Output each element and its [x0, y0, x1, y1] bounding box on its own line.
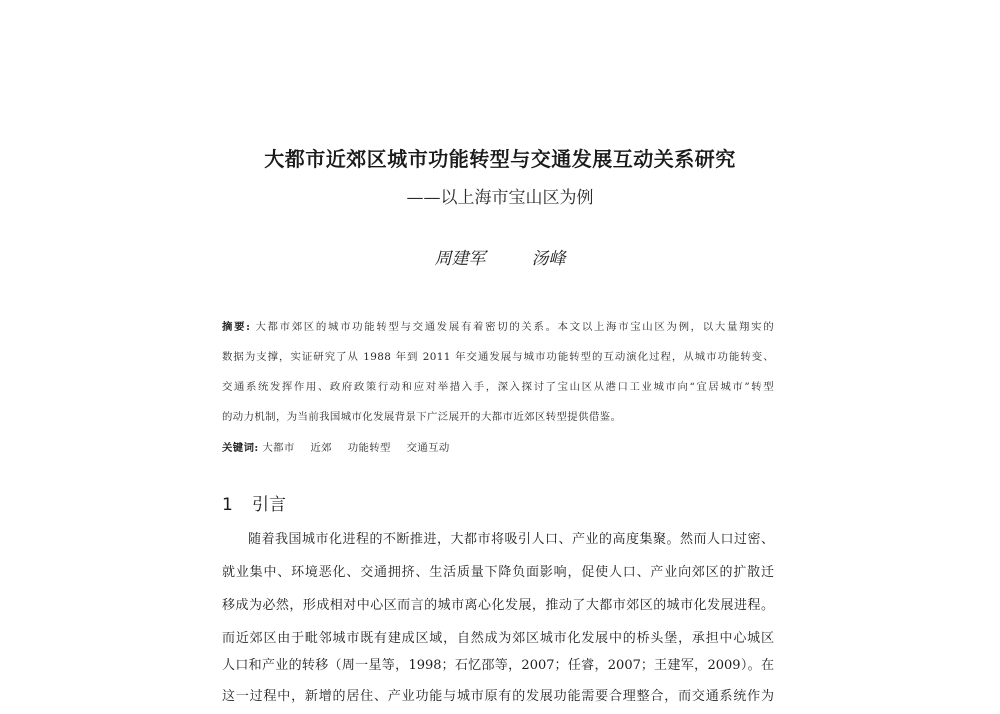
abstract-line: 的动力机制，为当前我国城市化发展背景下广泛展开的大都市近郊区转型提供借鉴。 [222, 411, 622, 423]
keyword: 近郊 [310, 442, 332, 454]
body-text-line: 而近郊区由于毗邻城市既有建成区域，自然成为郊区城市化发展中的桥头堡，承担中心城区 [222, 631, 774, 646]
abstract-line [222, 318, 774, 333]
author-name: 周建军 [434, 249, 486, 269]
section-number: 1 [222, 495, 233, 515]
paper-title: 大都市近郊区城市功能转型与交通发展互动关系研究 [264, 147, 736, 171]
author-name: 汤峰 [531, 249, 566, 269]
section-heading [222, 490, 286, 515]
abstract-text: 大都市郊区的城市功能转型与交通发展有着密切的关系。本文以上海市宝山区为例，以大量翔实的 [255, 321, 775, 333]
keywords-line [222, 439, 462, 454]
body-text-line: 随着我国城市化进程的不断推进，大都市将吸引人口、产业的高度集聚。然而人口过密、 [248, 532, 774, 547]
body-text-line: 这一过程中，新增的居住、产业功能与城市原有的发展功能需要合理整合，而交通系统作为 [222, 689, 774, 704]
body-text-line: 人口和产业的转移（周一星等，1998；石忆邵等，2007；任睿，2007；王建军，2009）。在 [222, 658, 774, 673]
author-list [0, 244, 1000, 269]
section-title: 引言 [252, 495, 286, 515]
paper-subtitle: ——以上海市宝山区为例 [406, 188, 594, 208]
body-text-line: 移成为必然，形成相对中心区而言的城市离心化发展，推动了大都市郊区的城市化发展进程。 [222, 598, 774, 613]
keyword: 交通互动 [406, 442, 450, 454]
body-text-line: 就业集中、环境恶化、交通拥挤、生活质量下降负面影响，促使人口、产业向郊区的扩散迁 [222, 565, 774, 580]
abstract-line: 交通系统发挥作用、政府政策行动和应对举措入手，深入探讨了宝山区从港口工业城市向“宜居城市”转型 [222, 381, 774, 393]
keyword: 功能转型 [347, 442, 391, 454]
abstract-line: 数据为支撑，实证研究了从 1988 年到 2011 年交通发展与城市功能转型的互动演化过程，从城市功能转变、 [222, 351, 774, 363]
keywords-label: 关键词: [222, 442, 259, 454]
abstract-label: 摘要: [222, 321, 251, 333]
keyword: 大都市 [262, 442, 295, 454]
